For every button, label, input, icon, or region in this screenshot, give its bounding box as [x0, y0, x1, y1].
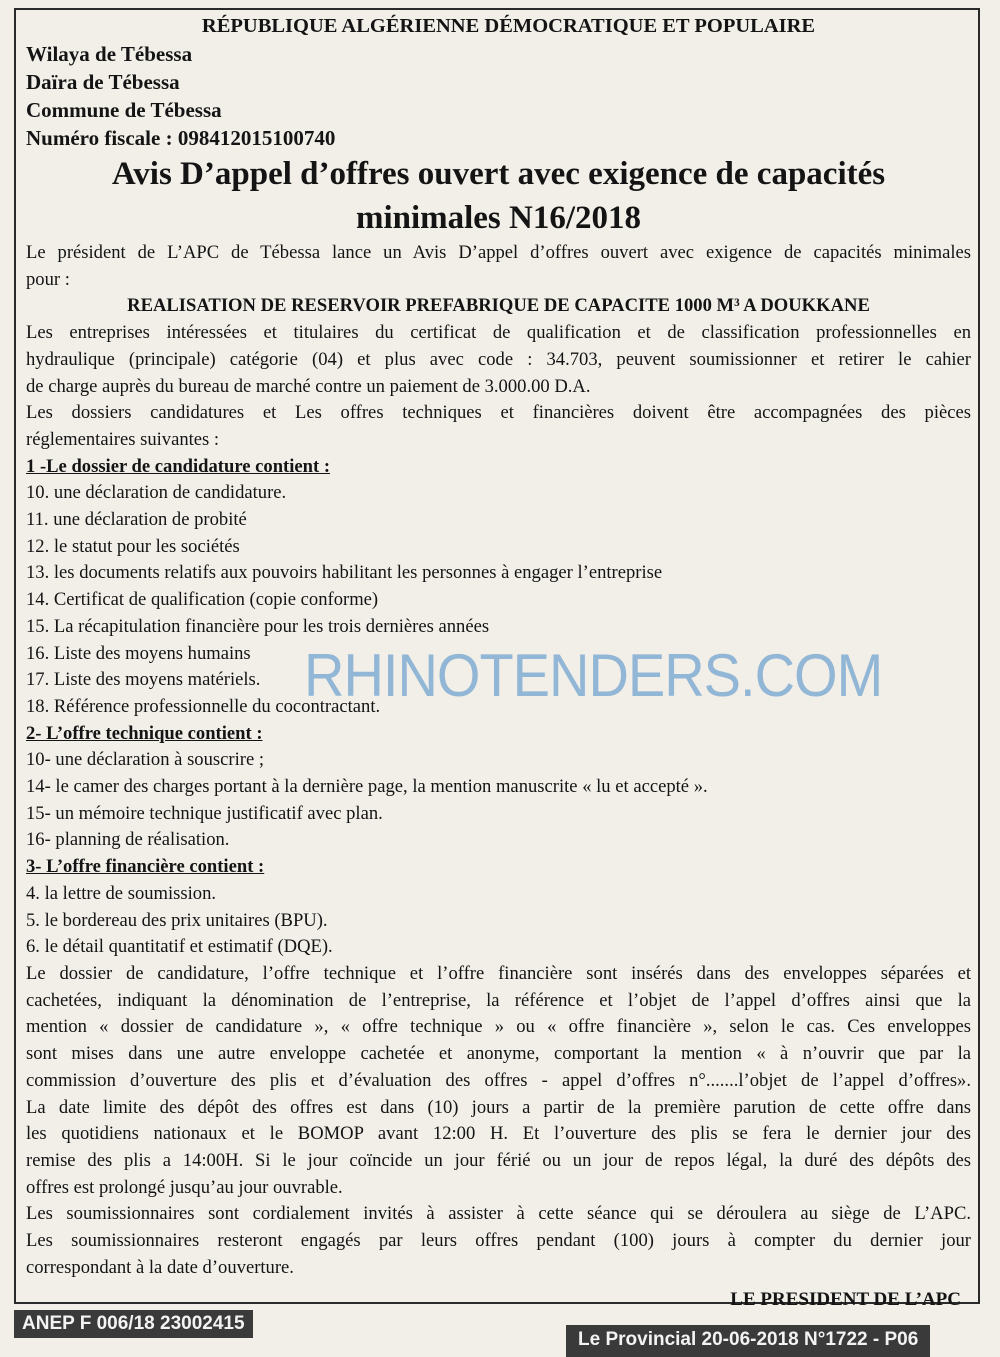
list-item: 6. le détail quantitatif et estimatif (DQE). [26, 936, 333, 958]
intro-line-2: pour : [26, 268, 70, 290]
wilaya-line: Wilaya de Tébessa [26, 42, 193, 66]
list-item: 17. Liste des moyens matériels. [26, 669, 261, 691]
watermark: RHINOTENDERS.COM [304, 641, 883, 710]
list-item: 10- une déclaration à souscrire ; [26, 749, 265, 771]
section-financial-heading: 3- L’offre financière contient : [26, 856, 265, 878]
tender-notice [26, 12, 971, 1313]
list-item: 16- planning de réalisation. [26, 829, 230, 851]
list-item: 4. la lettre de soumission. [26, 882, 217, 904]
docs-intro-line-1: Les dossiers candidatures et Les offres techniques et financières doivent être accompagnées des pièces [26, 402, 971, 424]
list-item: 14. Certificat de qualification (copie conforme) [26, 589, 379, 611]
list-item: 10. une déclaration de candidature. [26, 482, 287, 504]
title-line-1: Avis D’appel d’offres ouvert avec exigence de capacités [111, 156, 886, 192]
closing-line: les quotidiens nationaux et le BOMOP avant 12:00 H. Et l’ouverture des plis se fera le dernier jour des [26, 1123, 971, 1145]
intro-line-1: Le président de L’APC de Tébessa lance un Avis D’appel d’offres ouvert avec exigence de capacités minimales [26, 242, 971, 263]
closing-line: Le dossier de candidature, l’offre technique et l’offre financière sont insérés dans des enveloppes séparées et [26, 962, 971, 984]
list-item: 15- un mémoire technique justificatif avec plan. [26, 802, 383, 824]
closing-line: mention « dossier de candidature », « offre technique » ou « offre financière », selon le cas. Ces enveloppes [26, 1016, 971, 1038]
eligibility-line-2: hydraulique (principale) catégorie (04) et plus avec code : 34.703, peuvent soumissionner et retirer le cahier [26, 348, 971, 370]
daira-line: Daïra de Tébessa [26, 70, 180, 94]
list-item: 18. Référence professionnelle du cocontractant. [26, 695, 381, 717]
signature: LE PRESIDENT DE L’APC [730, 1289, 961, 1311]
closing-line: commission d’ouverture des plis et d’évaluation des offres - appel d’offres n°.......l’objet de l’appel d’offres». [26, 1069, 971, 1091]
closing-line: remise des plis a 14:00H. Si le jour coïncide un jour férié ou un jour de repos légal, la duré des dépôts des [26, 1149, 971, 1171]
section-technical-heading: 2- L’offre technique contient : [26, 722, 263, 744]
closing-line: sont mises dans une autre enveloppe cachetée et anonyme, comportant la mention « à n’ouvrir que par la [26, 1043, 971, 1065]
closing-line: correspondant à la date d’ouverture. [26, 1256, 294, 1278]
list-item: 11. une déclaration de probité [26, 509, 247, 531]
fiscal-number: Numéro fiscale : 098412015100740 [26, 126, 336, 150]
project-title: REALISATION DE RESERVOIR PREFABRIQUE DE CAPACITE 1000 M³ A DOUKKANE [127, 295, 870, 317]
closing-line: offres est prolongé jusqu’au jour ouvrable. [26, 1176, 343, 1198]
list-item: 16. Liste des moyens humains [26, 642, 251, 664]
list-item: 15. La récapitulation financière pour les trois dernières années [26, 615, 490, 637]
anep-reference: ANEP F 006/18 23002415 [14, 1310, 253, 1338]
section-candidature-heading: 1 -Le dossier de candidature contient : [26, 455, 331, 477]
publication-footer: Le Provincial 20-06-2018 N°1722 - P06 [566, 1325, 930, 1357]
notice-title [26, 152, 971, 240]
list-item: 14- le camer des charges portant à la dernière page, la mention manuscrite « lu et accepté ». [26, 776, 708, 798]
title-line-2: minimales N16/2018 [355, 200, 642, 236]
closing-line: Les soumissionnaires sont cordialement invités à assister à cette séance qui se déroulera au siège de L’APC. [26, 1203, 971, 1225]
closing-line: Les soumissionnaires resteront engagés par leurs offres pendant (100) jours à compter du dernier jour [26, 1230, 971, 1252]
eligibility-line-3: de charge auprès du bureau de marché contre un paiement de 3.000.00 D.A. [26, 375, 591, 397]
list-item: 13. les documents relatifs aux pouvoirs habilitant les personnes à engager l’entreprise [26, 562, 663, 584]
closing-line: La date limite des dépôt des offres est dans (10) jours a partir de la première parution de cette offre dans [26, 1096, 971, 1118]
list-item: 5. le bordereau des prix unitaires (BPU). [26, 909, 328, 931]
commune-line: Commune de Tébessa [26, 98, 222, 122]
closing-line: cachetées, indiquant la dénomination de l’entreprise, la référence et l’objet de l’appel d’offres ainsi que la [26, 989, 971, 1011]
eligibility-line-1: Les entreprises intéressées et titulaires du certificat de qualification et de classification professionnelles en [26, 322, 971, 344]
republic-heading: RÉPUBLIQUE ALGÉRIENNE DÉMOCRATIQUE ET POPULAIRE [201, 15, 816, 37]
list-item: 12. le statut pour les sociétés [26, 535, 240, 557]
docs-intro-line-2: réglementaires suivantes : [26, 428, 220, 450]
